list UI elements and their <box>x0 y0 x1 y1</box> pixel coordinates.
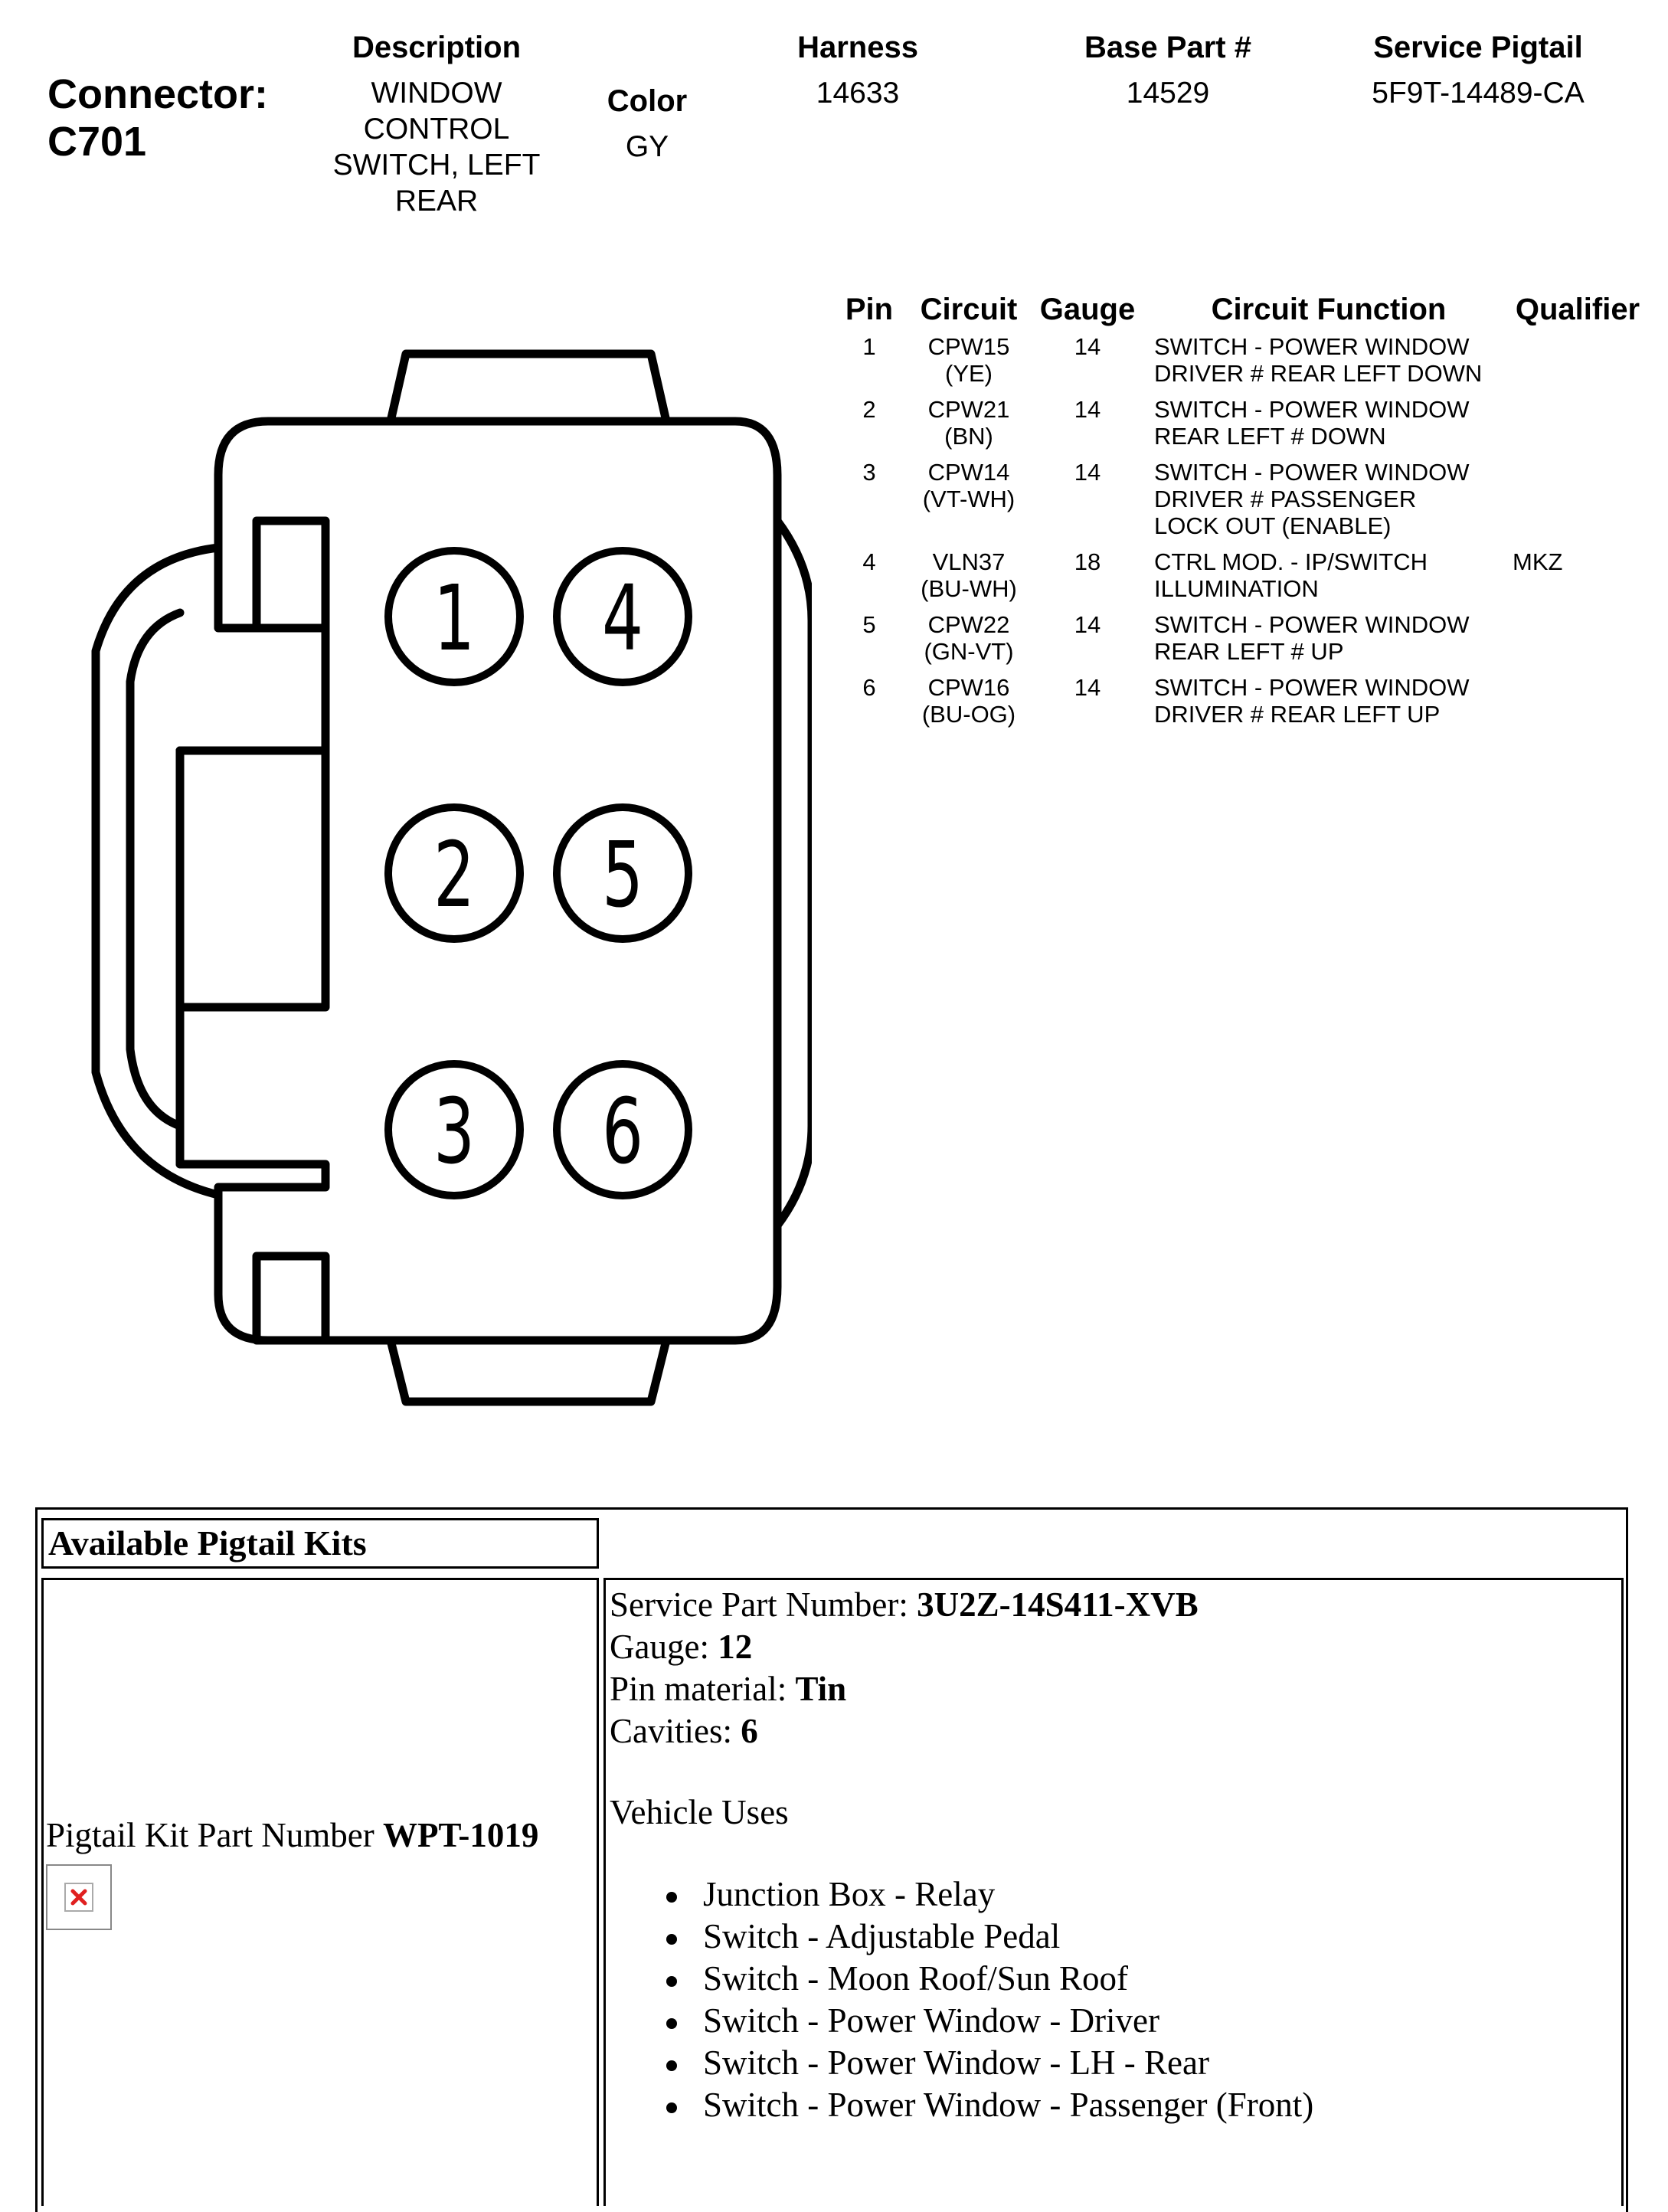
circuit-cell <box>908 396 1030 459</box>
circuit-function <box>1145 674 1513 737</box>
description-value <box>314 75 559 219</box>
gauge-value: 14 <box>1074 674 1101 701</box>
pigtail-kit-details <box>610 1584 1199 1752</box>
column-header-qualifier: Qualifier <box>1515 293 1640 326</box>
connector-face-diagram <box>77 345 812 1417</box>
kit-part-value: WPT-1019 <box>382 1816 539 1854</box>
harness-label: Harness <box>797 31 918 64</box>
broken-image-icon <box>46 1864 112 1930</box>
harness-value: 14633 <box>816 77 900 110</box>
gauge-value: 14 <box>1074 611 1101 638</box>
pin-label-5: 5 <box>601 823 644 928</box>
pigtail-kit-cell <box>41 1578 599 2206</box>
pin-label-4: 4 <box>601 567 644 672</box>
detail-label: Service Part Number: <box>610 1585 917 1624</box>
pin-material <box>610 1668 1199 1710</box>
cavities <box>610 1710 1199 1752</box>
table-row <box>831 396 1643 459</box>
service-part-number <box>610 1584 1199 1626</box>
wire-color: (BN) <box>944 423 993 450</box>
center-key-slot <box>180 751 325 1007</box>
wire-color: (BU-OG) <box>921 701 1016 728</box>
function-line: SWITCH - POWER WINDOW <box>1154 611 1470 638</box>
circuit-cell <box>908 333 1030 396</box>
circuit-id: CPW22 <box>927 611 1010 638</box>
service-pigtail-label: Service Pigtail <box>1373 31 1583 64</box>
pin-label-2: 2 <box>433 823 476 928</box>
pigtail-kits-heading: Available Pigtail Kits <box>41 1518 599 1569</box>
qualifier-value <box>1513 459 1643 548</box>
circuit-id: CPW21 <box>927 396 1010 423</box>
description-label: Description <box>352 31 522 64</box>
circuit-id: CPW14 <box>927 459 1010 486</box>
table-row <box>831 548 1643 611</box>
service-pigtail-value: 5F9T-14489-CA <box>1372 77 1585 110</box>
pigtail-kit-part-number <box>46 1815 538 1855</box>
column-header-pin: Pin <box>845 293 894 326</box>
qualifier-value <box>1513 396 1643 459</box>
function-line: REAR LEFT # DOWN <box>1154 423 1386 450</box>
description-line: REAR <box>394 185 479 218</box>
kit-part-label: Pigtail Kit Part Number <box>46 1816 374 1854</box>
circuit-id: CPW16 <box>927 674 1010 701</box>
detail-label: Gauge: <box>610 1628 718 1666</box>
circuit-cell <box>908 548 1030 611</box>
list-item: Switch - Power Window - LH - Rear <box>666 2042 1313 2084</box>
pin-label-3: 3 <box>433 1080 476 1185</box>
pin-number: 2 <box>862 396 876 423</box>
description-line: SWITCH, LEFT <box>332 149 541 182</box>
pin-number: 1 <box>862 333 876 360</box>
pin-label-6: 6 <box>601 1080 644 1185</box>
circuit-cell <box>908 459 1030 548</box>
function-line: DRIVER # REAR LEFT UP <box>1154 701 1441 728</box>
qualifier-value <box>1513 674 1643 737</box>
detail-value: 12 <box>718 1628 753 1666</box>
right-ridge <box>777 521 812 1225</box>
color-value: GY <box>625 130 669 163</box>
pin-number: 6 <box>862 674 876 701</box>
column-header-gauge: Gauge <box>1039 293 1136 326</box>
detail-label: Pin material: <box>610 1670 796 1708</box>
gauge-value: 14 <box>1074 396 1101 423</box>
table-row <box>831 459 1643 548</box>
table-row <box>831 674 1643 737</box>
circuit-function <box>1145 459 1513 548</box>
list-item: Switch - Adjustable Pedal <box>666 1916 1313 1958</box>
function-line: SWITCH - POWER WINDOW <box>1154 333 1470 360</box>
pin-table-header <box>831 293 1643 333</box>
detail-value: 3U2Z-14S411-XVB <box>917 1585 1199 1624</box>
connector-title <box>47 70 268 165</box>
circuit-function <box>1145 611 1513 674</box>
circuit-id: CPW15 <box>927 333 1010 360</box>
list-item: Switch - Power Window - Driver <box>666 2000 1313 2042</box>
column-header-circuit-function: Circuit Function <box>1211 293 1447 326</box>
qualifier-value: MKZ <box>1513 548 1563 575</box>
gauge-value: 14 <box>1074 333 1101 360</box>
circuit-id: VLN37 <box>932 548 1006 575</box>
qualifier-value <box>1513 333 1643 396</box>
function-line: CTRL MOD. - IP/SWITCH <box>1154 548 1428 575</box>
description-line: CONTROL <box>363 113 510 146</box>
list-item: Switch - Power Window - Passenger (Front) <box>666 2084 1313 2126</box>
bottom-latch <box>391 1340 666 1402</box>
function-line: SWITCH - POWER WINDOW <box>1154 674 1470 701</box>
table-row <box>831 333 1643 396</box>
function-line: DRIVER # PASSENGER <box>1154 486 1417 512</box>
gauge-value: 18 <box>1074 548 1101 575</box>
function-line: SWITCH - POWER WINDOW <box>1154 396 1470 423</box>
lock-arm-outer <box>96 548 218 1195</box>
connector-label: Connector: <box>47 71 268 117</box>
top-latch <box>391 354 666 421</box>
function-line: REAR LEFT # UP <box>1154 638 1344 665</box>
wire-color: (GN-VT) <box>924 638 1014 665</box>
upper-key-notch <box>257 521 325 628</box>
circuit-function <box>1145 333 1513 396</box>
column-header-circuit: Circuit <box>920 293 1018 326</box>
connector-id: C701 <box>47 119 147 165</box>
base-part-value: 14529 <box>1126 77 1210 110</box>
base-part-label: Base Part # <box>1084 31 1251 64</box>
function-line: DRIVER # REAR LEFT DOWN <box>1154 360 1483 387</box>
qualifier-value <box>1513 611 1643 674</box>
description-line: WINDOW <box>371 77 502 110</box>
function-line: ILLUMINATION <box>1154 575 1319 602</box>
wire-color: (BU-WH) <box>921 575 1017 602</box>
vehicle-uses-list <box>666 1873 1313 2126</box>
circuit-cell <box>908 674 1030 737</box>
pin-number: 4 <box>862 548 876 575</box>
circuit-function <box>1145 548 1513 611</box>
function-line: LOCK OUT (ENABLE) <box>1154 512 1392 539</box>
lower-key-notch <box>257 1256 325 1340</box>
detail-value: Tin <box>795 1670 847 1708</box>
list-item: Switch - Moon Roof/Sun Roof <box>666 1958 1313 2000</box>
wire-color: (YE) <box>945 360 993 387</box>
list-item: Junction Box - Relay <box>666 1873 1313 1916</box>
pin-label-1: 1 <box>433 567 476 672</box>
table-row <box>831 611 1643 674</box>
lock-arm-inner <box>130 613 180 1126</box>
pin-table <box>831 293 1643 737</box>
circuit-cell <box>908 611 1030 674</box>
kit-gauge <box>610 1626 1199 1668</box>
wire-color: (VT-WH) <box>922 486 1016 512</box>
pin-number: 5 <box>862 611 876 638</box>
detail-label: Cavities: <box>610 1712 741 1750</box>
function-line: SWITCH - POWER WINDOW <box>1154 459 1470 486</box>
pin-number: 3 <box>862 459 876 486</box>
gauge-value: 14 <box>1074 459 1101 486</box>
circuit-function <box>1145 396 1513 459</box>
color-label: Color <box>607 84 688 118</box>
detail-value: 6 <box>741 1712 758 1750</box>
vehicle-uses-label: Vehicle Uses <box>610 1793 789 1831</box>
